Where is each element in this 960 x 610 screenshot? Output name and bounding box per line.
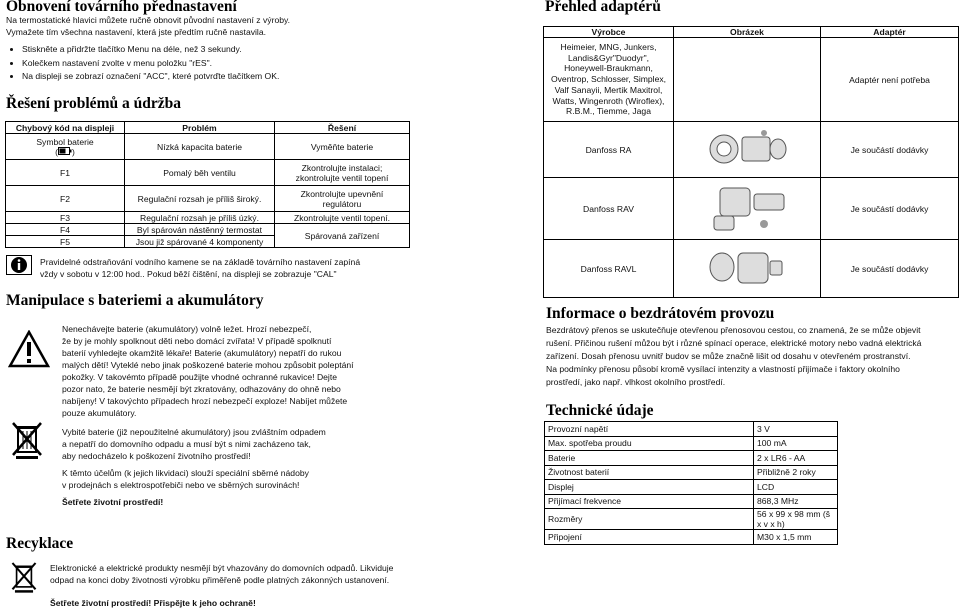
table-cell: Je součástí dodávky bbox=[821, 178, 959, 240]
reset-intro: Na termostatické hlavici můžete ručně obnovit původní nastavení z výroby. Vymažete tím všechna nastavení, která jste předtím ručně nastavila. bbox=[6, 15, 291, 37]
table-cell: Rozměry bbox=[545, 509, 754, 530]
table-cell: 2 x LR6 - AA bbox=[754, 451, 838, 466]
table-cell: Danfoss RA bbox=[544, 122, 674, 178]
table-cell: 56 x 99 x 98 mm (š x v x h) bbox=[754, 509, 838, 530]
table-cell: Životnost baterií bbox=[545, 465, 754, 480]
table-cell: Heimeier, MNG, Junkers, Landis&Gyr"Duodyr", Honeywell-Braukmann, Oventrop, Schlosser, Simplex, Valf Sanayii, Mertik Maxitrol, Watts, Wingenroth (Wiroflex), R.B.M., Tiemme, Jaga bbox=[544, 38, 674, 122]
batteries-title: Manipulace s bateriemi a akumulátory bbox=[6, 292, 264, 309]
col-header: Problém bbox=[125, 122, 275, 134]
wireless-title: Informace o bezdrátovém provozu bbox=[546, 305, 775, 322]
table-cell bbox=[674, 122, 821, 178]
table-cell: Nízká kapacita baterie bbox=[125, 134, 275, 160]
tech-table bbox=[544, 421, 838, 545]
table-cell: Provozní napětí bbox=[545, 422, 754, 437]
battery-warning-text: Nenechávejte baterie (akumulátory) volně ležet. Hrozí nebezpečí, že by je mohly spolknout děti nebo domácí zvířata! V případě spolknutí baterií vyhledejte okamžitě lékaře! Baterie (akumulátory) nepatří do rukou malých dětí! Vyteklé nebo jinak poškozené baterie mohou způsobit poleptání pokožky. V takovémto případě použijte vhodné ochranné rukavice! Dejte pozor nato, že baterie nesmějí být zkratovány, odhazovány do ohně nebo nabíjeny! V takovýchto případech hrozí nebezpečí exploze! Nabíjet můžete pouze akumulátory. bbox=[62, 324, 354, 418]
table-cell: 3 V bbox=[754, 422, 838, 437]
table-cell: Max. spotřeba proudu bbox=[545, 436, 754, 451]
table-cell bbox=[674, 178, 821, 240]
table-cell: Regulační rozsah je příliš široký. bbox=[125, 186, 275, 212]
table-cell: 100 mA bbox=[754, 436, 838, 451]
table-cell: Je součástí dodávky bbox=[821, 240, 959, 298]
table-cell: Regulační rozsah je příliš úzký. bbox=[125, 212, 275, 224]
table-cell bbox=[674, 240, 821, 298]
adapter-rav-image bbox=[702, 180, 792, 236]
col-header: Adaptér bbox=[821, 27, 959, 38]
adapters-table bbox=[543, 26, 959, 298]
recycling-protect-text: Šetřete životní prostředí! Přispějte k jeho ochraně! bbox=[50, 598, 256, 608]
battery-disposal-text: Vybité baterie (již nepoužitelné akumulátory) jsou zvláštním odpadem a nepatří do domovního odpadu a musí být s nimi zacházeno tak, aby nedocházelo k poškození životního prostředí! bbox=[62, 427, 326, 461]
wireless-text: Bezdrátový přenos se uskutečňuje otevřenou přenosovou cestou, co znamená, že se může objevit rušení. Přičinou rušení můžou být i různé spínací operace, elektrické motory nebo vadná elektrická zařízení. Dosah přenosu uvnitř budov se může značně lišit od dosahu v otevřeném prostranství. Na podmínky přenosu působí kromě vysílací intenzity a vlastností přijímače i faktory okolního prostředí, jako např. vlhkost okolního prostředí. bbox=[546, 325, 922, 387]
col-header: Řešení bbox=[275, 122, 410, 134]
reset-steps bbox=[6, 43, 279, 84]
crossed-bin-icon bbox=[10, 560, 38, 599]
list-item: • Na displeji se zobrazí označení "ACC", které potvrďte tlačítkem OK. bbox=[22, 70, 279, 84]
table-cell: 868,3 MHz bbox=[754, 494, 838, 509]
maintenance-note: Pravidelné odstraňování vodního kamene se na základě továrního nastavení zapíná vždy v sobotu v 12:00 hod.. Pokud běží čištění, na displeji se zobrazuje "CAL" bbox=[40, 257, 361, 279]
adapter-ra-image bbox=[702, 123, 792, 175]
table-cell: Symbol baterie ( ) bbox=[6, 134, 125, 160]
table-cell: Spárovaná zařízení bbox=[275, 224, 410, 248]
col-header: Výrobce bbox=[544, 27, 674, 38]
table-cell: Danfoss RAV bbox=[544, 178, 674, 240]
table-cell: Zkontrolujte instalaci; zkontrolujte ventil topení bbox=[275, 160, 410, 186]
troubleshooting-title: Řešení problémů a údržba bbox=[6, 95, 181, 112]
table-cell: Danfoss RAVL bbox=[544, 240, 674, 298]
table-cell: F3 bbox=[6, 212, 125, 224]
table-cell: Zkontrolujte upevnění regulátoru bbox=[275, 186, 410, 212]
battery-protect-text: Šetřete životní prostředí! bbox=[62, 497, 164, 507]
table-cell: Připojení bbox=[545, 530, 754, 545]
table-cell: Jsou již spárované 4 komponenty bbox=[125, 236, 275, 248]
troubleshooting-table bbox=[5, 121, 410, 248]
crossed-bin-icon bbox=[10, 420, 44, 465]
recycling-text: Elektronické a elektrické produkty nesmějí být vhazovány do domovních odpadů. Likviduje odpad na konci doby životnosti výrobku přiměřeně podle platných zákonných ustanovení. bbox=[50, 563, 394, 585]
table-cell: Je součástí dodávky bbox=[821, 122, 959, 178]
table-cell: LCD bbox=[754, 480, 838, 495]
table-cell: F4 bbox=[6, 224, 125, 236]
table-cell: Adaptér není potřeba bbox=[821, 38, 959, 122]
table-cell: Zkontrolujte ventil topení. bbox=[275, 212, 410, 224]
warning-icon bbox=[8, 330, 50, 373]
recycling-title: Recyklace bbox=[6, 535, 74, 552]
table-cell: Vyměňte baterie bbox=[275, 134, 410, 160]
table-cell: F5 bbox=[6, 236, 125, 248]
tech-title: Technické údaje bbox=[546, 402, 654, 419]
table-cell bbox=[674, 38, 821, 122]
table-cell: Displej bbox=[545, 480, 754, 495]
table-cell: Přibližně 2 roky bbox=[754, 465, 838, 480]
table-cell: F2 bbox=[6, 186, 125, 212]
table-cell: M30 x 1,5 mm bbox=[754, 530, 838, 545]
battery-collection-text: K těmto účelům (k jejich likvidaci) slouží speciální sběrné nádoby v prodejnách s elektrospotřebiči nebo ve sběrných surovinách! bbox=[62, 468, 309, 490]
table-cell: Byl spárován nástěnný termostat bbox=[125, 224, 275, 236]
table-cell: Baterie bbox=[545, 451, 754, 466]
info-icon bbox=[6, 255, 32, 280]
col-header: Chybový kód na displeji bbox=[6, 122, 125, 134]
adapters-title: Přehled adaptérů bbox=[545, 0, 661, 15]
battery-icon: ( ) bbox=[55, 146, 75, 157]
col-header: Obrázek bbox=[674, 27, 821, 38]
list-item: • Stiskněte a přidržte tlačítko Menu na déle, než 3 sekundy. bbox=[22, 43, 279, 57]
list-item: • Kolečkem nastavení zvolte v menu položku "rES". bbox=[22, 57, 279, 71]
adapter-ravl-image bbox=[702, 241, 792, 295]
table-cell: F1 bbox=[6, 160, 125, 186]
table-cell: Přijímací frekvence bbox=[545, 494, 754, 509]
table-cell: Pomalý běh ventilu bbox=[125, 160, 275, 186]
reset-title: Obnovení továrního přednastavení bbox=[6, 0, 237, 15]
